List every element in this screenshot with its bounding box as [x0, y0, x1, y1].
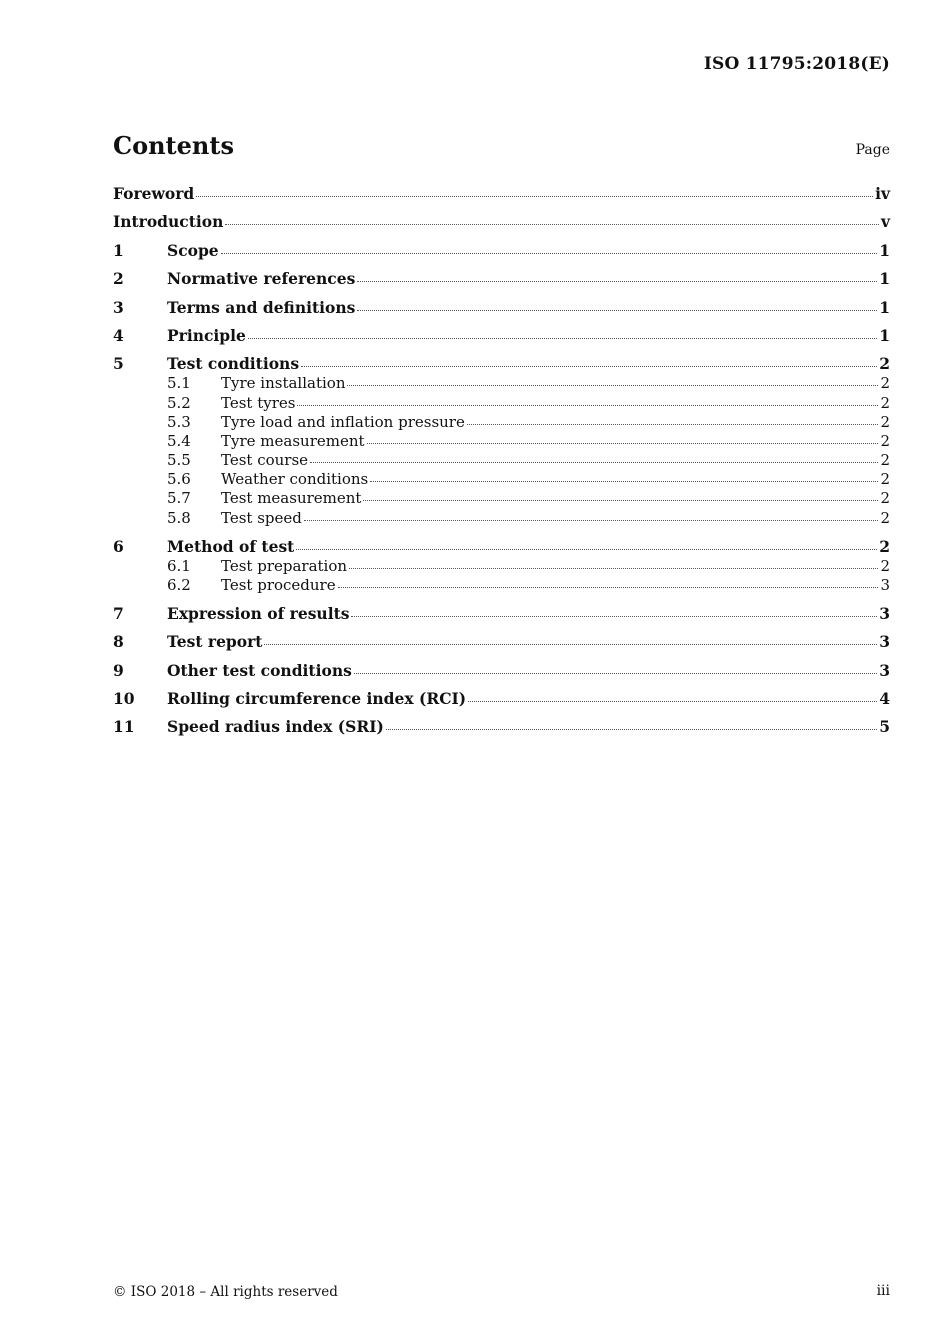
toc-entry-page: 2: [880, 451, 890, 470]
toc-entry-title: Tyre load and inflation pressure: [221, 412, 465, 431]
dot-leader: [386, 729, 877, 730]
toc-entry[interactable]: [113, 537, 890, 557]
toc-entry[interactable]: [113, 326, 890, 354]
dot-leader: [363, 500, 878, 501]
toc-entry-title: Foreword: [113, 184, 195, 203]
toc-entry-page: 2: [880, 470, 890, 489]
contents-heading: Contents: [113, 131, 234, 160]
toc-entry-number: 5.7: [167, 489, 191, 508]
toc-entry-number: 5.2: [167, 393, 191, 412]
toc-entry-title: Weather conditions: [221, 470, 369, 489]
dot-leader: [467, 424, 879, 425]
toc-entry-page: 3: [879, 632, 890, 652]
dot-leader: [221, 253, 878, 254]
toc-entry-number: 5.3: [167, 412, 191, 431]
toc-entry-number: 11: [113, 717, 135, 737]
toc-entry-number: 10: [113, 689, 135, 709]
toc-entry-title: Rolling circumference index (RCI): [167, 689, 467, 709]
dot-leader: [351, 616, 877, 617]
toc-entry[interactable]: [113, 241, 890, 269]
toc-entry-page: 2: [880, 412, 890, 431]
toc-entry[interactable]: [113, 354, 890, 374]
toc-entry-title: Tyre measurement: [221, 431, 365, 450]
toc-entry-page: 3: [879, 603, 890, 623]
page-column-label: Page: [855, 142, 890, 158]
toc-entry-page: 2: [880, 431, 890, 450]
toc-entry-title: Speed radius index (SRI): [167, 717, 384, 737]
dot-leader: [225, 224, 879, 225]
toc-entry-page: 2: [880, 393, 890, 412]
toc-entry-number: 4: [113, 325, 124, 345]
toc-entry-number: 5.1: [167, 374, 191, 393]
dot-leader: [297, 405, 878, 406]
toc-entry-title: Test preparation: [221, 556, 348, 575]
toc-entry-number: 9: [113, 660, 124, 680]
toc-entry-page: 1: [879, 325, 890, 345]
toc-entry[interactable]: [113, 269, 890, 297]
toc-entry[interactable]: [113, 451, 890, 470]
toc-entry[interactable]: [113, 298, 890, 326]
toc-entry[interactable]: [113, 394, 890, 413]
dot-leader: [370, 481, 878, 482]
toc-entry-number: 5: [113, 354, 124, 374]
toc-entry-page: 2: [880, 374, 890, 393]
toc-entry-number: 3: [113, 297, 124, 317]
dot-leader: [357, 310, 877, 311]
dot-leader: [347, 385, 878, 386]
toc-entry-number: 6.1: [167, 556, 191, 575]
toc-entry[interactable]: [113, 413, 890, 432]
toc-entry-page: 1: [879, 240, 890, 260]
toc-entry-page: 1: [879, 297, 890, 317]
toc-entry-title: Test course: [221, 451, 309, 470]
toc-entry-title: Test measurement: [221, 489, 362, 508]
toc-entry-number: 8: [113, 632, 124, 652]
toc-entry-title: Tyre installation: [221, 374, 346, 393]
dot-leader: [196, 196, 873, 197]
toc-entry-title: Test procedure: [221, 575, 336, 594]
dot-leader: [296, 549, 877, 550]
dot-leader: [354, 673, 877, 674]
footer-copyright: © ISO 2018 – All rights reserved: [113, 1284, 338, 1300]
dot-leader: [349, 568, 878, 569]
toc-entry[interactable]: [113, 184, 890, 212]
dot-leader: [248, 338, 877, 339]
dot-leader: [304, 520, 879, 521]
toc-entry[interactable]: [113, 374, 890, 393]
toc-entry[interactable]: [113, 717, 890, 745]
toc-entry-title: Other test conditions: [167, 660, 352, 680]
toc-entry-page: 2: [880, 489, 890, 508]
toc-entry-number: 5.8: [167, 508, 191, 527]
toc-entry-title: Test speed: [221, 508, 302, 527]
toc-entry-title: Scope: [167, 240, 219, 260]
toc-entry-page: 3: [879, 660, 890, 680]
toc-entry-number: 1: [113, 240, 124, 260]
toc-entry-title: Normative references: [167, 269, 356, 289]
toc-entry-title: Introduction: [113, 212, 224, 232]
toc-entry-number: 6: [113, 536, 124, 556]
toc-entry-page: 3: [880, 575, 890, 594]
toc-entry[interactable]: [113, 689, 890, 717]
toc-entry[interactable]: [113, 432, 890, 451]
toc-entry-page: 5: [879, 717, 890, 737]
toc-entry-number: 7: [113, 603, 124, 623]
toc-entry[interactable]: [113, 604, 890, 632]
toc-entry[interactable]: [113, 661, 890, 689]
toc-entry[interactable]: [113, 632, 890, 660]
toc-entry-page: 2: [879, 354, 890, 374]
toc-entry-title: Test conditions: [167, 354, 300, 374]
table-of-contents: [113, 184, 890, 746]
toc-entry-number: 5.5: [167, 451, 191, 470]
dot-leader: [338, 587, 879, 588]
toc-entry[interactable]: [113, 557, 890, 576]
toc-entry[interactable]: [113, 509, 890, 537]
toc-entry[interactable]: [113, 470, 890, 489]
dot-leader: [264, 644, 877, 645]
toc-entry-number: 6.2: [167, 575, 191, 594]
toc-entry-page: v: [880, 212, 890, 232]
toc-entry-page: iv: [875, 184, 890, 203]
toc-entry-number: 2: [113, 269, 124, 289]
toc-entry[interactable]: [113, 489, 890, 508]
toc-entry-title: Method of test: [167, 536, 295, 556]
dot-leader: [468, 701, 877, 702]
toc-entry-page: 1: [879, 269, 890, 289]
dot-leader: [357, 281, 877, 282]
toc-entry-page: 2: [880, 508, 890, 527]
footer-page-number: iii: [876, 1283, 890, 1299]
dot-leader: [367, 443, 879, 444]
toc-entry-title: Principle: [167, 325, 246, 345]
toc-entry-number: 5.6: [167, 470, 191, 489]
dot-leader: [301, 366, 877, 367]
toc-entry-number: 5.4: [167, 431, 191, 450]
toc-entry-title: Terms and definitions: [167, 297, 356, 317]
document-identifier: ISO 11795:2018(E): [703, 54, 890, 74]
toc-entry-title: Expression of results: [167, 603, 350, 623]
toc-entry-page: 4: [879, 689, 890, 709]
toc-entry[interactable]: [113, 212, 890, 240]
dot-leader: [310, 462, 878, 463]
toc-entry[interactable]: [113, 576, 890, 604]
toc-entry-title: Test report: [167, 632, 263, 652]
toc-entry-title: Test tyres: [221, 393, 296, 412]
toc-entry-page: 2: [879, 536, 890, 556]
toc-entry-page: 2: [880, 556, 890, 575]
